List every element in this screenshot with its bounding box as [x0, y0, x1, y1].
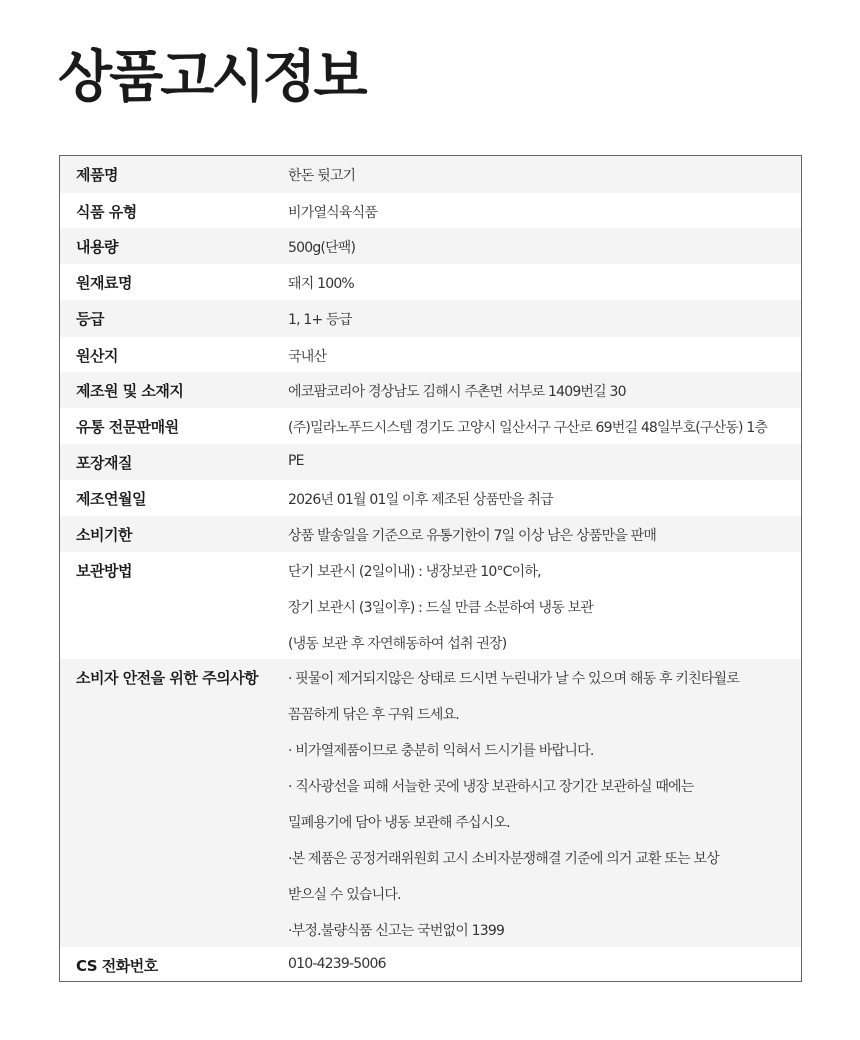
row-value: 한돈 뒷고기 [288, 168, 356, 184]
row-value: 돼지 100% [288, 276, 354, 292]
row-value: 상품 발송일을 기준으로 유통기한이 7일 이상 남은 상품만을 판매 [288, 528, 657, 544]
table-row [60, 156, 801, 193]
table-row [60, 264, 801, 300]
row-value: 꼼꼼하게 닦은 후 구워 드세요. [288, 707, 459, 723]
table-row [60, 193, 801, 228]
row-value: 장기 보관시 (3일이후) : 드실 만큼 소분하여 냉동 보관 [288, 600, 594, 616]
table-row [60, 228, 801, 264]
row-value: 010-4239-5006 [288, 956, 386, 972]
row-value: 받으실 수 있습니다. [288, 887, 401, 903]
table-row [60, 659, 801, 947]
row-value: (냉동 보관 후 자연해동하여 섭취 권장) [288, 636, 507, 652]
table-row [60, 372, 801, 408]
row-label: 등급 [76, 310, 104, 328]
row-label: 제조원 및 소재지 [76, 382, 184, 400]
row-label: 제품명 [76, 166, 118, 184]
table-row [60, 552, 801, 659]
row-value: 밀폐용기에 담아 냉동 보관해 주십시오. [288, 815, 510, 831]
row-value: 2026년 01월 01일 이후 제조된 상품만을 취급 [288, 492, 553, 508]
row-value: 비가열식육식품 [288, 205, 378, 221]
row-value: 500g(단팩) [288, 240, 356, 256]
table-row [60, 444, 801, 480]
row-value: ·본 제품은 공정거래위원회 고시 소비자분쟁해결 기준에 의거 교환 또는 보상 [288, 851, 719, 867]
table-row [60, 337, 801, 372]
row-value: ·부정.불량식품 신고는 국번없이 1399 [288, 923, 505, 939]
row-label: 제조연월일 [76, 490, 146, 508]
row-label: CS 전화번호 [76, 957, 158, 975]
row-value: · 비가열제품이므로 충분히 익혀서 드시기를 바랍니다. [288, 743, 594, 759]
table-row [60, 516, 801, 552]
table-row [60, 408, 801, 444]
table-row [60, 300, 801, 337]
row-value: 1, 1+ 등급 [288, 312, 352, 328]
row-label: 보관방법 [76, 562, 132, 580]
row-label: 유통 전문판매원 [76, 418, 179, 436]
row-value: 에코팜코리아 경상남도 김해시 주촌면 서부로 1409번길 30 [288, 384, 626, 400]
row-value: (주)밀라노푸드시스템 경기도 고양시 일산서구 구산로 69번길 48일부호(구산동) 1층 [288, 420, 768, 436]
product-info-table [59, 155, 802, 982]
table-row [60, 947, 801, 983]
table-row [60, 480, 801, 516]
row-value: PE [288, 453, 304, 469]
page-title: 상품고시정보 [58, 45, 365, 110]
row-label: 포장재질 [76, 454, 132, 472]
row-value: 단기 보관시 (2일이내) : 냉장보관 10°C이하, [288, 564, 541, 580]
row-label: 소비기한 [76, 526, 132, 544]
row-value: · 핏물이 제거되지않은 상태로 드시면 누린내가 날 수 있으며 해동 후 키친타월로 [288, 671, 739, 687]
row-label: 내용량 [76, 238, 118, 256]
row-value: · 직사광선을 피해 서늘한 곳에 냉장 보관하시고 장기간 보관하실 때에는 [288, 779, 694, 795]
row-label: 소비자 안전을 위한 주의사항 [76, 669, 259, 687]
row-label: 식품 유형 [76, 203, 137, 221]
row-label: 원산지 [76, 347, 118, 365]
row-value: 국내산 [288, 349, 327, 365]
row-label: 원재료명 [76, 274, 132, 292]
